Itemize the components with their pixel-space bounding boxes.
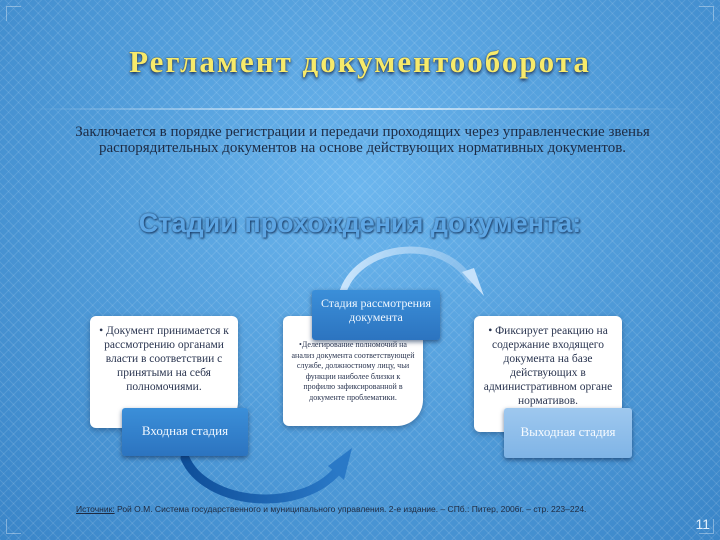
stage-3-text: • Фиксирует реакцию на содержание входящего документа на базе действующих в административном органе нормативов. — [483, 325, 613, 407]
stage-2-label-box — [312, 290, 440, 340]
frame-corner-bottom-left — [6, 519, 21, 534]
frame-corner-top-right — [699, 6, 714, 21]
title-divider — [30, 108, 690, 110]
stages-subtitle: Стадии прохождения документа: — [138, 208, 582, 238]
intro-text: Заключается в порядке регистрации и передачи проходящих через управленческие звенья распорядительных документов на основе действующих нормативных документов. — [75, 124, 650, 156]
stage-1-label-box — [122, 408, 248, 456]
bottom-cycle-arrow — [185, 458, 338, 499]
slide-title: Регламент документооборота — [129, 44, 591, 79]
stage-2-text: •Делегирование полномочий на анализ документа соответствующей службе, должностному лицу, чьи функции наиболее близки к профилю зафиксированной в документе проблематики. — [291, 340, 415, 402]
page-number: 11 — [695, 516, 710, 532]
top-arrow-head — [462, 268, 484, 296]
bottom-arrow-head — [328, 448, 352, 480]
stage-3-label: Выходная стадия — [520, 424, 616, 439]
stage-2-label: Стадия рассмотрения документа — [320, 296, 432, 324]
stage-1-text: • Документ принимается к рассмотрению органами власти в соответствии с принятыми на себя полномочиями. — [99, 325, 229, 393]
frame-corner-top-left — [6, 6, 21, 21]
stage-1-label: Входная стадия — [141, 423, 229, 438]
stage-3-label-box — [504, 408, 632, 458]
source-note — [76, 504, 586, 514]
source-label: Источник: — [76, 504, 115, 514]
top-cycle-arrow — [342, 250, 470, 295]
source-text: Рой О.М. Система государственного и муниципального управления. 2-е издание. – СПб.: Питер, 2006г. – стр. 223–224. — [114, 504, 587, 514]
